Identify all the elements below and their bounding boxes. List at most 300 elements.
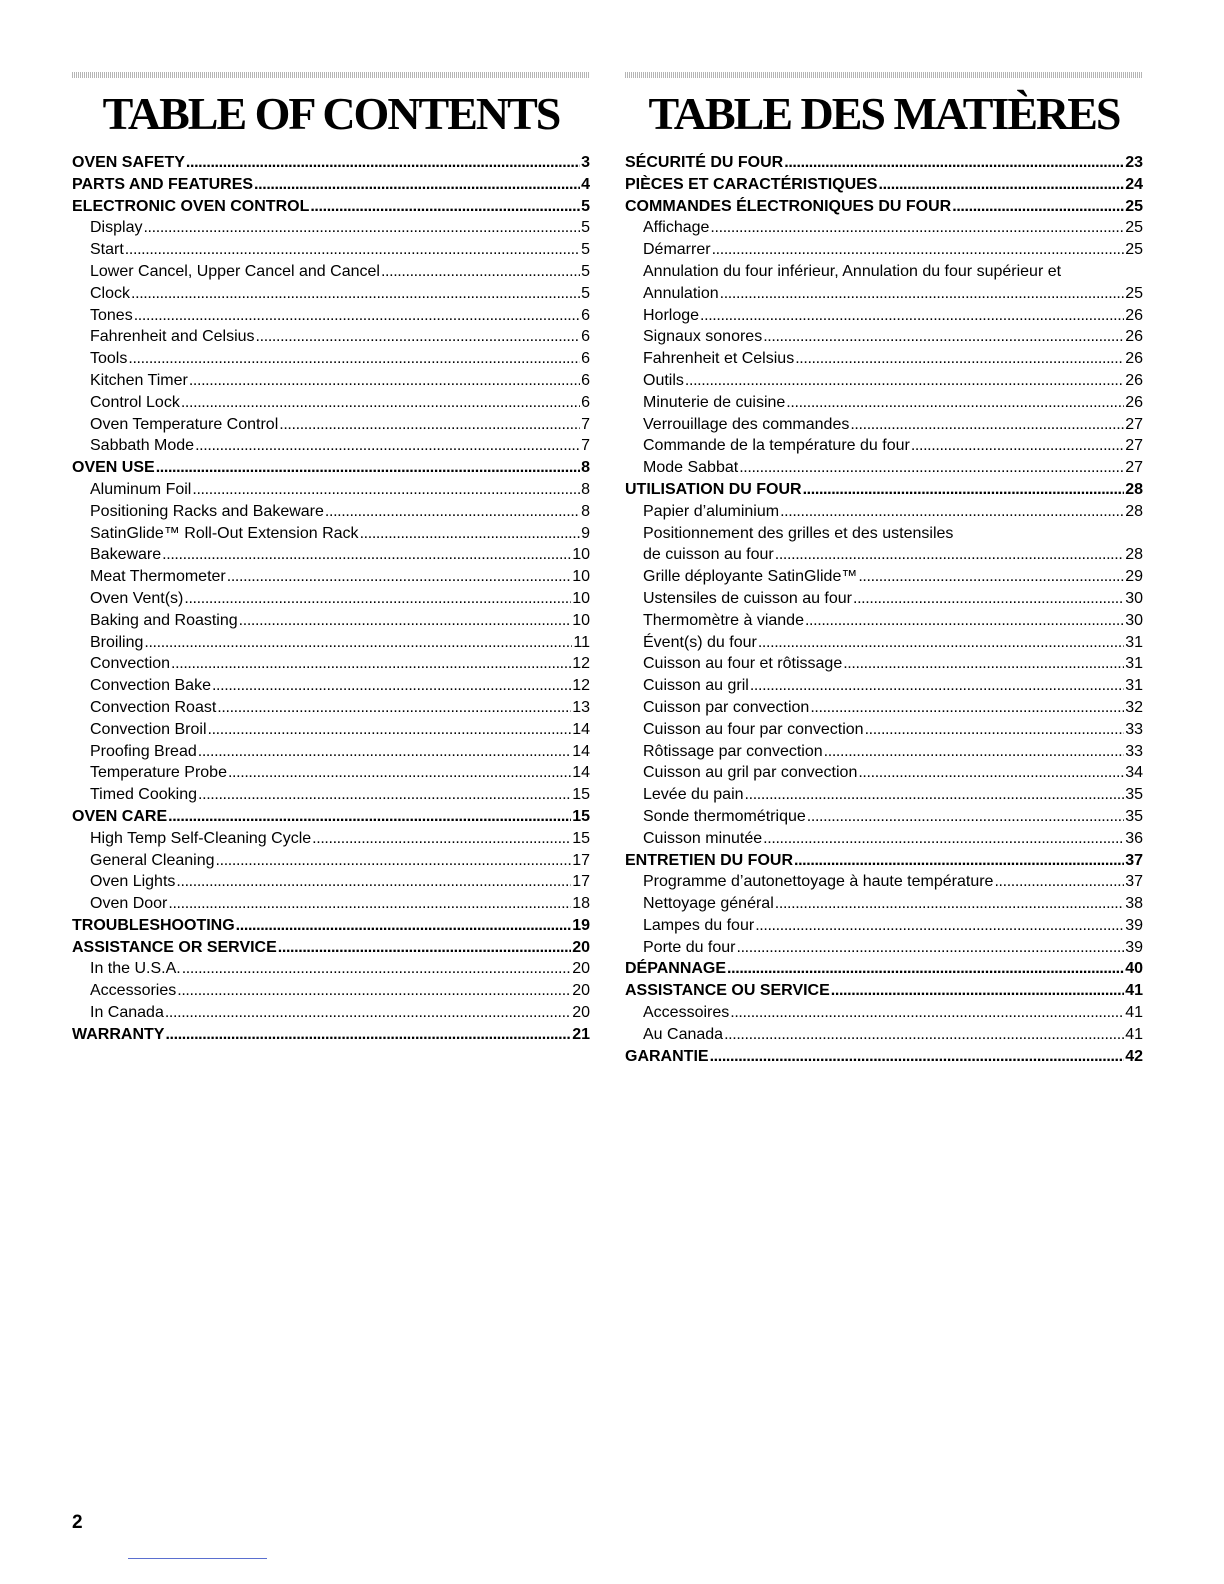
toc-page-number: 8 <box>581 480 590 498</box>
toc-dot-leader <box>763 326 1124 348</box>
toc-dot-leader <box>186 152 580 174</box>
toc-entry-title: Convection Roast <box>90 698 217 716</box>
toc-entry-title: Cuisson minutée <box>643 829 763 847</box>
toc-page-number: 3 <box>581 154 590 171</box>
toc-entry-title: Lampes du four <box>643 916 755 934</box>
toc-subsection-entry <box>625 893 1143 915</box>
toc-subsection-entry <box>72 850 590 872</box>
toc-page-number: 20 <box>572 982 590 1000</box>
toc-dot-leader <box>227 566 571 588</box>
toc-dot-leader <box>858 566 1124 588</box>
toc-dot-leader <box>865 719 1125 741</box>
toc-entry-title: SÉCURITÉ DU FOUR <box>625 154 784 171</box>
toc-dot-leader <box>360 523 581 545</box>
toc-page-number: 15 <box>572 807 590 825</box>
toc-dot-leader <box>134 305 580 327</box>
toc-dot-leader <box>128 348 580 370</box>
toc-dot-leader <box>763 828 1124 850</box>
toc-page-number: 10 <box>572 568 590 586</box>
toc-page-number: 36 <box>1125 829 1143 847</box>
toc-section-entry <box>72 915 590 937</box>
toc-page-number: 18 <box>572 895 590 913</box>
toc-page-number: 12 <box>572 677 590 695</box>
toc-subsection-entry <box>72 719 590 741</box>
toc-subsection-entry <box>72 501 590 523</box>
toc-page-number: 25 <box>1125 241 1143 259</box>
toc-dot-leader <box>831 980 1124 1002</box>
toc-dot-leader <box>780 501 1124 523</box>
toc-dot-leader <box>310 196 580 218</box>
toc-entry-title: Démarrer <box>643 241 711 259</box>
toc-subsection-entry <box>72 697 590 719</box>
toc-entry-title: Outils <box>643 371 684 389</box>
toc-dot-leader <box>710 217 1124 239</box>
toc-page-number: 33 <box>1125 742 1143 760</box>
toc-subsection-entry <box>625 239 1143 261</box>
toc-entry-title: Timed Cooking <box>90 786 198 804</box>
toc-entry-title: Levée du pain <box>643 786 744 804</box>
toc-dot-leader <box>176 871 571 893</box>
toc-entry-title: Fahrenheit and Celsius <box>90 328 255 346</box>
toc-dot-leader <box>737 937 1125 959</box>
toc-page-number: 7 <box>581 415 590 433</box>
toc-entry-title: OVEN CARE <box>72 807 168 825</box>
toc-page-number: 15 <box>572 786 590 804</box>
toc-entry-title: Commande de la température du four <box>643 437 910 455</box>
toc-section-entry <box>625 196 1143 218</box>
toc-subsection-entry <box>72 326 590 348</box>
toc-subsection-entry <box>625 523 1143 545</box>
toc-entry-title: Clock <box>90 284 131 302</box>
toc-dot-leader <box>745 784 1125 806</box>
toc-subsection-entry <box>625 414 1143 436</box>
toc-subsection-entry <box>72 828 590 850</box>
toc-page-number: 27 <box>1125 459 1143 477</box>
toc-dot-leader <box>156 457 580 479</box>
toc-subsection-entry <box>72 653 590 675</box>
toc-page-number: 6 <box>581 371 590 389</box>
toc-subsection-entry <box>72 632 590 654</box>
toc-page-number: 5 <box>581 219 590 237</box>
toc-page-number: 4 <box>581 175 590 193</box>
toc-entry-title: Programme d’autonettoyage à haute température <box>643 873 994 891</box>
toc-entry-title: WARRANTY <box>72 1025 165 1043</box>
toc-subsection-entry <box>625 261 1143 283</box>
toc-page-number: 9 <box>581 524 590 542</box>
toc-subsection-entry <box>625 370 1143 392</box>
toc-subsection-entry <box>625 435 1143 457</box>
toc-page-number: 20 <box>572 938 590 956</box>
toc-entry-title: Control Lock <box>90 393 180 411</box>
toc-entry-title: de cuisson au four <box>643 546 774 564</box>
toc-entry-title: Annulation du four inférieur, Annulation du four supérieur et <box>643 262 1062 280</box>
toc-page-number: 25 <box>1125 284 1143 302</box>
toc-entry-title: Affichage <box>643 219 710 237</box>
toc-entry-title: In the U.S.A. <box>90 960 181 978</box>
toc-page-number: 5 <box>581 197 590 215</box>
toc-entry-title: Minuterie de cuisine <box>643 393 786 411</box>
toc-page-number: 6 <box>581 393 590 411</box>
toc-subsection-entry <box>625 305 1143 327</box>
toc-dot-leader <box>724 1024 1124 1046</box>
toc-page-number: 28 <box>1125 546 1143 564</box>
toc-subsection-entry <box>625 632 1143 654</box>
toc-page-number: 10 <box>572 611 590 629</box>
toc-dot-leader <box>182 958 571 980</box>
toc-dot-leader <box>171 653 571 675</box>
toc-dot-leader <box>228 762 571 784</box>
toc-title-french: TABLE DES MATIÈRES <box>648 88 1120 139</box>
toc-dot-leader <box>165 1024 571 1046</box>
toc-page-number: 14 <box>572 764 590 782</box>
toc-entry-title: Cuisson au four par convection <box>643 720 864 738</box>
toc-page-number: 32 <box>1125 698 1143 716</box>
toc-page-number: 28 <box>1125 480 1143 498</box>
toc-dot-leader <box>312 828 571 850</box>
toc-entry-title: Oven Temperature Control <box>90 415 279 433</box>
toc-entry-title: Thermomètre à viande <box>643 611 804 629</box>
toc-entry-title: Cuisson par convection <box>643 698 810 716</box>
toc-subsection-entry <box>72 741 590 763</box>
toc-dot-leader <box>168 893 571 915</box>
toc-page-number: 40 <box>1125 960 1143 978</box>
toc-page-number: 11 <box>573 633 590 651</box>
toc-page-number: 31 <box>1125 633 1143 651</box>
toc-subsection-entry <box>625 326 1143 348</box>
toc-dot-leader <box>878 174 1124 196</box>
toc-subsection-entry <box>625 457 1143 479</box>
toc-subsection-entry <box>625 348 1143 370</box>
toc-subsection-entry <box>625 501 1143 523</box>
toc-dot-leader <box>685 370 1124 392</box>
toc-entry-title: Rôtissage par convection <box>643 742 823 760</box>
toc-subsection-entry <box>72 414 590 436</box>
toc-dot-leader <box>739 457 1124 479</box>
toc-subsection-entry <box>625 719 1143 741</box>
toc-entry-title: Start <box>90 241 124 259</box>
toc-page-number: 25 <box>1125 219 1143 237</box>
toc-page-number: 41 <box>1125 982 1143 1000</box>
toc-entry-title: TROUBLESHOOTING <box>72 916 235 934</box>
toc-entry-title: OVEN USE <box>72 459 155 477</box>
toc-page-number: 30 <box>1125 589 1143 607</box>
toc-subsection-entry <box>625 588 1143 610</box>
toc-page-number: 7 <box>581 437 590 455</box>
toc-dot-leader <box>994 871 1124 893</box>
toc-page-number: 28 <box>1125 502 1143 520</box>
toc-entry-title: Positioning Racks and Bakeware <box>90 502 324 520</box>
toc-dot-leader <box>843 653 1124 675</box>
toc-page-number: 37 <box>1125 851 1143 869</box>
toc-subsection-entry <box>72 261 590 283</box>
toc-page-number: 17 <box>572 851 590 869</box>
toc-entry-title: In Canada <box>90 1004 164 1022</box>
toc-subsection-entry <box>72 958 590 980</box>
toc-page-number: 14 <box>572 720 590 738</box>
toc-entry-title: Bakeware <box>90 546 162 564</box>
toc-page-number: 26 <box>1125 393 1143 411</box>
toc-subsection-entry <box>625 741 1143 763</box>
toc-entry-title: Oven Lights <box>90 873 176 891</box>
toc-dot-leader <box>125 239 580 261</box>
toc-dot-leader <box>730 1002 1124 1024</box>
toc-subsection-entry <box>72 893 590 915</box>
toc-entry-title: Verrouillage des commandes <box>643 415 850 433</box>
toc-entry-title: Cuisson au four et rôtissage <box>643 655 843 673</box>
toc-entry-title: Mode Sabbat <box>643 459 739 477</box>
toc-dot-leader <box>824 741 1125 763</box>
toc-dot-leader <box>325 501 580 523</box>
toc-dot-leader <box>131 283 580 305</box>
toc-entry-title: Papier d’aluminium <box>643 502 780 520</box>
toc-subsection-entry <box>72 283 590 305</box>
toc-column-french <box>625 72 1143 1067</box>
toc-page-number: 31 <box>1125 655 1143 673</box>
toc-entry-title: Accessories <box>90 982 177 1000</box>
toc-entry-title: Oven Vent(s) <box>90 589 184 607</box>
toc-subsection-entry <box>72 566 590 588</box>
toc-page-number: 29 <box>1125 568 1143 586</box>
toc-subsection-entry <box>72 348 590 370</box>
toc-entry-title: General Cleaning <box>90 851 215 869</box>
toc-section-entry <box>72 174 590 196</box>
toc-entry-title: PARTS AND FEATURES <box>72 175 254 193</box>
toc-dot-leader <box>758 632 1124 654</box>
toc-page-number: 26 <box>1125 350 1143 368</box>
toc-subsection-entry <box>625 806 1143 828</box>
toc-dot-leader <box>192 479 580 501</box>
toc-section-entry <box>72 196 590 218</box>
toc-entry-title: Tones <box>90 306 133 324</box>
toc-entry-title: UTILISATION DU FOUR <box>625 480 802 498</box>
toc-dot-leader <box>143 217 580 239</box>
toc-entry-title: Temperature Probe <box>90 764 227 782</box>
toc-dot-leader <box>239 610 572 632</box>
toc-page-number: 15 <box>572 829 590 847</box>
toc-section-entry <box>72 937 590 959</box>
toc-subsection-entry <box>72 217 590 239</box>
toc-dot-leader <box>795 348 1124 370</box>
toc-section-entry <box>625 479 1143 501</box>
toc-section-entry <box>625 850 1143 872</box>
page-number: 2 <box>72 1512 83 1533</box>
toc-dot-leader <box>803 479 1125 501</box>
toc-dot-leader <box>750 675 1124 697</box>
toc-dot-leader <box>165 1002 571 1024</box>
toc-subsection-entry <box>625 392 1143 414</box>
toc-title-english: TABLE OF CONTENTS <box>102 88 560 139</box>
toc-page-number: 10 <box>572 546 590 564</box>
toc-dot-leader <box>217 697 571 719</box>
toc-entry-title: Tools <box>90 350 128 368</box>
toc-section-entry <box>72 806 590 828</box>
toc-entry-title: ELECTRONIC OVEN CONTROL <box>72 197 310 215</box>
toc-dot-leader <box>162 544 571 566</box>
footer-rule <box>128 1558 267 1559</box>
toc-entry-title: Oven Door <box>90 895 168 913</box>
toc-dot-leader <box>775 544 1124 566</box>
toc-dot-leader <box>184 588 571 610</box>
toc-subsection-entry <box>72 479 590 501</box>
toc-page-number: 42 <box>1125 1047 1143 1065</box>
toc-subsection-entry <box>72 610 590 632</box>
toc-subsection-entry <box>72 762 590 784</box>
toc-dot-leader <box>195 435 580 457</box>
toc-page-number: 8 <box>581 502 590 520</box>
toc-subsection-entry <box>72 871 590 893</box>
toc-page-number: 26 <box>1125 371 1143 389</box>
toc-subsection-entry <box>625 784 1143 806</box>
toc-dot-leader <box>198 784 571 806</box>
toc-dot-leader <box>381 261 580 283</box>
toc-entry-title: ASSISTANCE OR SERVICE <box>72 938 277 956</box>
toc-section-entry <box>625 174 1143 196</box>
toc-page-number: 30 <box>1125 611 1143 629</box>
toc-page-number: 39 <box>1125 938 1143 956</box>
toc-dot-leader <box>784 152 1124 174</box>
toc-entry-title: Display <box>90 219 143 237</box>
toc-list-french <box>625 152 1143 1067</box>
toc-dot-leader <box>858 762 1124 784</box>
toc-entry-title: Proofing Bread <box>90 742 197 760</box>
toc-entry-title: Horloge <box>643 306 700 324</box>
toc-dot-leader <box>810 697 1124 719</box>
toc-section-entry <box>625 152 1143 174</box>
toc-dot-leader <box>807 806 1124 828</box>
toc-dot-leader <box>720 283 1125 305</box>
toc-page-number: 10 <box>572 589 590 607</box>
toc-subsection-entry <box>625 1002 1143 1024</box>
toc-entry-title: Sabbath Mode <box>90 437 195 455</box>
toc-page-number: 39 <box>1125 916 1143 934</box>
toc-dot-leader <box>278 937 571 959</box>
toc-section-entry <box>625 958 1143 980</box>
toc-page-number: 34 <box>1125 764 1143 782</box>
toc-subsection-entry <box>72 588 590 610</box>
toc-subsection-entry <box>625 566 1143 588</box>
toc-subsection-entry <box>72 980 590 1002</box>
toc-page-number: 12 <box>572 655 590 673</box>
toc-dot-leader <box>144 632 572 654</box>
toc-page-number: 26 <box>1125 328 1143 346</box>
toc-dot-leader <box>279 414 580 436</box>
toc-entry-title: ENTRETIEN DU FOUR <box>625 851 793 869</box>
header-rule-left <box>72 72 590 78</box>
toc-subsection-entry <box>72 370 590 392</box>
toc-subsection-entry <box>72 392 590 414</box>
toc-page-number: 41 <box>1125 1004 1143 1022</box>
toc-section-entry <box>625 980 1143 1002</box>
toc-subsection-entry <box>72 435 590 457</box>
toc-subsection-entry <box>72 544 590 566</box>
toc-dot-leader <box>853 588 1124 610</box>
toc-page-number: 14 <box>572 742 590 760</box>
toc-page-number: 6 <box>581 350 590 368</box>
toc-page-number: 5 <box>581 262 590 280</box>
toc-entry-title: Convection Bake <box>90 677 211 695</box>
toc-page-number: 21 <box>572 1025 590 1043</box>
toc-page-number: 35 <box>1125 786 1143 804</box>
toc-page-number: 38 <box>1125 895 1143 913</box>
toc-dot-leader <box>775 893 1124 915</box>
toc-entry-title: Grille déployante SatinGlide™ <box>643 568 858 586</box>
toc-entry-title: COMMANDES ÉLECTRONIQUES DU FOUR <box>625 197 952 215</box>
toc-entry-title: Convection Broil <box>90 720 207 738</box>
toc-subsection-entry <box>625 675 1143 697</box>
toc-entry-title: Nettoyage général <box>643 895 774 913</box>
toc-page-number: 6 <box>581 328 590 346</box>
toc-subsection-entry <box>625 828 1143 850</box>
toc-page-number: 8 <box>581 459 590 477</box>
toc-section-entry <box>72 1024 590 1046</box>
toc-entry-title: Meat Thermometer <box>90 568 226 586</box>
toc-entry-title: Fahrenheit et Celsius <box>643 350 795 368</box>
toc-entry-title: OVEN SAFETY <box>72 154 185 171</box>
toc-dot-leader <box>805 610 1124 632</box>
toc-subsection-entry <box>625 610 1143 632</box>
toc-entry-title: Kitchen Timer <box>90 371 188 389</box>
toc-entry-title: Annulation <box>643 284 719 302</box>
toc-subsection-entry <box>625 544 1143 566</box>
toc-dot-leader <box>952 196 1124 218</box>
toc-dot-leader <box>700 305 1124 327</box>
toc-subsection-entry <box>625 697 1143 719</box>
toc-entry-title: Cuisson au gril par convection <box>643 764 858 782</box>
toc-dot-leader <box>177 980 571 1002</box>
toc-list-english <box>72 152 590 1046</box>
toc-entry-title: Aluminum Foil <box>90 480 192 498</box>
toc-subsection-entry <box>625 283 1143 305</box>
toc-dot-leader <box>911 435 1124 457</box>
toc-page-number: 35 <box>1125 807 1143 825</box>
toc-dot-leader <box>212 675 571 697</box>
toc-page-number: 25 <box>1125 197 1143 215</box>
toc-dot-leader <box>850 414 1124 436</box>
toc-page-number: 5 <box>581 284 590 302</box>
toc-page-number: 13 <box>572 698 590 716</box>
toc-subsection-entry <box>72 523 590 545</box>
toc-entry-title: High Temp Self-Cleaning Cycle <box>90 829 312 847</box>
toc-entry-title: Cuisson au gril <box>643 677 749 695</box>
toc-entry-title: Accessoires <box>643 1004 730 1022</box>
toc-entry-title: Broiling <box>90 633 144 651</box>
toc-dot-leader <box>168 806 571 828</box>
toc-entry-title: PIÈCES ET CARACTÉRISTIQUES <box>625 175 878 193</box>
toc-subsection-entry <box>625 871 1143 893</box>
toc-column-english <box>72 72 590 1046</box>
toc-page-number: 5 <box>581 241 590 259</box>
toc-section-entry <box>72 457 590 479</box>
toc-page-number: 27 <box>1125 415 1143 433</box>
toc-subsection-entry <box>625 762 1143 784</box>
toc-subsection-entry <box>72 305 590 327</box>
toc-entry-title: ASSISTANCE OU SERVICE <box>625 982 830 1000</box>
toc-page-number: 33 <box>1125 720 1143 738</box>
toc-dot-leader <box>710 1046 1125 1068</box>
toc-dot-leader <box>216 850 572 872</box>
toc-page-number: 31 <box>1125 677 1143 695</box>
toc-dot-leader <box>755 915 1124 937</box>
toc-page-number: 19 <box>572 916 590 934</box>
toc-dot-leader <box>727 958 1124 980</box>
toc-dot-leader <box>189 370 580 392</box>
toc-page-number: 26 <box>1125 306 1143 324</box>
toc-entry-title: Sonde thermométrique <box>643 807 806 825</box>
toc-dot-leader <box>254 174 580 196</box>
toc-entry-title: Positionnement des grilles et des ustensiles <box>643 524 954 542</box>
toc-dot-leader <box>198 741 571 763</box>
toc-dot-leader <box>236 915 572 937</box>
